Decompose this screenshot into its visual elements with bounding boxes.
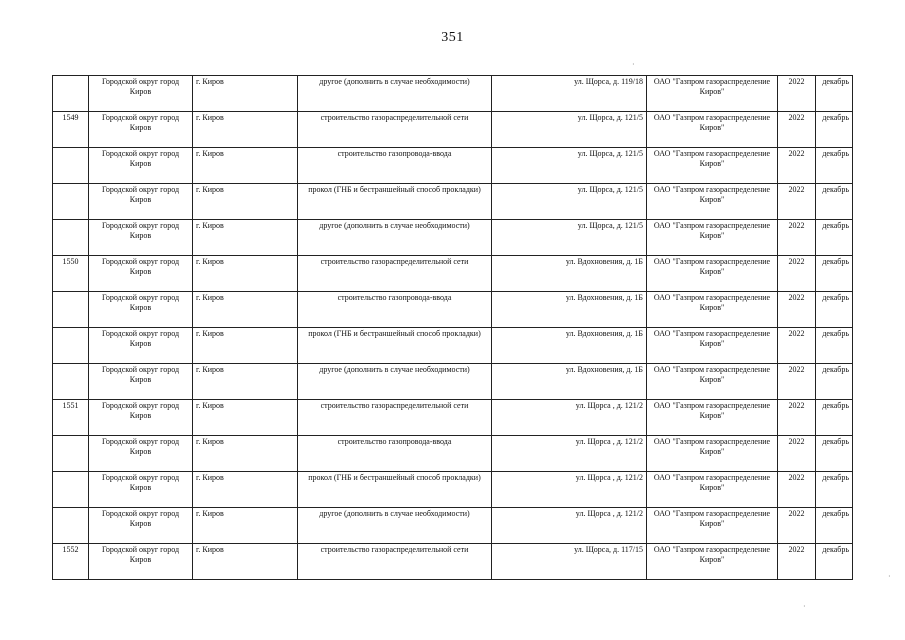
year-cell: 2022 xyxy=(778,436,816,472)
organization-cell: ОАО "Газпром газораспределение Киров" xyxy=(647,112,778,148)
row-number: 1549 xyxy=(53,112,89,148)
row-number xyxy=(53,76,89,112)
year-cell: 2022 xyxy=(778,508,816,544)
row-number xyxy=(53,292,89,328)
district-cell: Городской округ город Киров xyxy=(89,472,193,508)
address-cell: ул. Щорса , д. 121/2 xyxy=(492,472,647,508)
month-cell: декабрь xyxy=(816,184,853,220)
address-cell: ул. Щорса, д. 121/5 xyxy=(492,184,647,220)
locality-cell: г. Киров xyxy=(193,472,298,508)
address-cell: ул. Щорса , д. 121/2 xyxy=(492,400,647,436)
locality-cell: г. Киров xyxy=(193,436,298,472)
month-cell: декабрь xyxy=(816,76,853,112)
table-row xyxy=(53,292,853,328)
month-cell: декабрь xyxy=(816,400,853,436)
address-cell: ул. Щорса , д. 121/2 xyxy=(492,436,647,472)
month-cell: декабрь xyxy=(816,292,853,328)
row-number xyxy=(53,508,89,544)
district-cell: Городской округ город Киров xyxy=(89,184,193,220)
address-cell: ул. Щорса , д. 121/2 xyxy=(492,508,647,544)
work-type-cell: строительство газопровода-ввода xyxy=(298,292,492,328)
district-cell: Городской округ город Киров xyxy=(89,436,193,472)
organization-cell: ОАО "Газпром газораспределение Киров" xyxy=(647,292,778,328)
work-type-cell: строительство газопровода-ввода xyxy=(298,148,492,184)
row-number xyxy=(53,328,89,364)
organization-cell: ОАО "Газпром газораспределение Киров" xyxy=(647,220,778,256)
month-cell: декабрь xyxy=(816,328,853,364)
organization-cell: ОАО "Газпром газораспределение Киров" xyxy=(647,508,778,544)
year-cell: 2022 xyxy=(778,544,816,580)
table-row xyxy=(53,364,853,400)
locality-cell: г. Киров xyxy=(193,184,298,220)
month-cell: декабрь xyxy=(816,256,853,292)
work-type-cell: другое (дополнить в случае необходимости) xyxy=(298,364,492,400)
work-type-cell: строительство газораспределительной сети xyxy=(298,400,492,436)
month-cell: декабрь xyxy=(816,148,853,184)
year-cell: 2022 xyxy=(778,76,816,112)
year-cell: 2022 xyxy=(778,400,816,436)
table-row xyxy=(53,436,853,472)
address-cell: ул. Щорса, д. 121/5 xyxy=(492,148,647,184)
locality-cell: г. Киров xyxy=(193,292,298,328)
row-number: 1550 xyxy=(53,256,89,292)
year-cell: 2022 xyxy=(778,256,816,292)
year-cell: 2022 xyxy=(778,112,816,148)
row-number: 1551 xyxy=(53,400,89,436)
month-cell: декабрь xyxy=(816,220,853,256)
organization-cell: ОАО "Газпром газораспределение Киров" xyxy=(647,328,778,364)
table-row xyxy=(53,544,853,580)
locality-cell: г. Киров xyxy=(193,508,298,544)
locality-cell: г. Киров xyxy=(193,364,298,400)
organization-cell: ОАО "Газпром газораспределение Киров" xyxy=(647,148,778,184)
district-cell: Городской округ город Киров xyxy=(89,328,193,364)
scan-speck: · xyxy=(632,60,635,69)
table-row xyxy=(53,148,853,184)
organization-cell: ОАО "Газпром газораспределение Киров" xyxy=(647,256,778,292)
organization-cell: ОАО "Газпром газораспределение Киров" xyxy=(647,76,778,112)
year-cell: 2022 xyxy=(778,184,816,220)
month-cell: декабрь xyxy=(816,436,853,472)
organization-cell: ОАО "Газпром газораспределение Киров" xyxy=(647,400,778,436)
year-cell: 2022 xyxy=(778,364,816,400)
district-cell: Городской округ город Киров xyxy=(89,400,193,436)
table-row xyxy=(53,400,853,436)
locality-cell: г. Киров xyxy=(193,400,298,436)
table-row xyxy=(53,472,853,508)
work-type-cell: строительство газораспределительной сети xyxy=(298,256,492,292)
address-cell: ул. Вдохновения, д. 1Б xyxy=(492,364,647,400)
table-row xyxy=(53,328,853,364)
locality-cell: г. Киров xyxy=(193,112,298,148)
address-cell: ул. Вдохновения, д. 1Б xyxy=(492,256,647,292)
page-number: 351 xyxy=(441,30,464,45)
work-type-cell: строительство газораспределительной сети xyxy=(298,544,492,580)
address-cell: ул. Щорса, д. 117/15 xyxy=(492,544,647,580)
address-cell: ул. Вдохновения, д. 1Б xyxy=(492,328,647,364)
table-row xyxy=(53,508,853,544)
organization-cell: ОАО "Газпром газораспределение Киров" xyxy=(647,436,778,472)
locality-cell: г. Киров xyxy=(193,220,298,256)
work-type-cell: строительство газораспределительной сети xyxy=(298,112,492,148)
row-number: 1552 xyxy=(53,544,89,580)
district-cell: Городской округ город Киров xyxy=(89,544,193,580)
locality-cell: г. Киров xyxy=(193,256,298,292)
district-cell: Городской округ город Киров xyxy=(89,220,193,256)
month-cell: декабрь xyxy=(816,112,853,148)
address-cell: ул. Щорса, д. 121/5 xyxy=(492,112,647,148)
works-table xyxy=(52,75,853,580)
table-row xyxy=(53,76,853,112)
district-cell: Городской округ город Киров xyxy=(89,508,193,544)
work-type-cell: прокол (ГНБ и бестраншейный способ прокладки) xyxy=(298,328,492,364)
address-cell: ул. Вдохновения, д. 1Б xyxy=(492,292,647,328)
table-row xyxy=(53,220,853,256)
table-row xyxy=(53,184,853,220)
address-cell: ул. Щорса, д. 121/5 xyxy=(492,220,647,256)
work-type-cell: прокол (ГНБ и бестраншейный способ прокладки) xyxy=(298,184,492,220)
locality-cell: г. Киров xyxy=(193,328,298,364)
month-cell: декабрь xyxy=(816,472,853,508)
month-cell: декабрь xyxy=(816,508,853,544)
district-cell: Городской округ город Киров xyxy=(89,256,193,292)
organization-cell: ОАО "Газпром газораспределение Киров" xyxy=(647,364,778,400)
address-cell: ул. Щорса, д. 119/18 xyxy=(492,76,647,112)
work-type-cell: другое (дополнить в случае необходимости) xyxy=(298,76,492,112)
table-row xyxy=(53,256,853,292)
organization-cell: ОАО "Газпром газораспределение Киров" xyxy=(647,472,778,508)
scan-speck: · xyxy=(803,602,806,611)
row-number xyxy=(53,148,89,184)
year-cell: 2022 xyxy=(778,148,816,184)
organization-cell: ОАО "Газпром газораспределение Киров" xyxy=(647,544,778,580)
locality-cell: г. Киров xyxy=(193,148,298,184)
year-cell: 2022 xyxy=(778,292,816,328)
year-cell: 2022 xyxy=(778,472,816,508)
locality-cell: г. Киров xyxy=(193,76,298,112)
district-cell: Городской округ город Киров xyxy=(89,292,193,328)
month-cell: декабрь xyxy=(816,364,853,400)
row-number xyxy=(53,436,89,472)
work-type-cell: строительство газопровода-ввода xyxy=(298,436,492,472)
work-type-cell: другое (дополнить в случае необходимости) xyxy=(298,220,492,256)
table-row xyxy=(53,112,853,148)
row-number xyxy=(53,220,89,256)
row-number xyxy=(53,472,89,508)
scan-speck: · xyxy=(888,572,891,581)
month-cell: декабрь xyxy=(816,544,853,580)
row-number xyxy=(53,184,89,220)
year-cell: 2022 xyxy=(778,220,816,256)
organization-cell: ОАО "Газпром газораспределение Киров" xyxy=(647,184,778,220)
row-number xyxy=(53,364,89,400)
locality-cell: г. Киров xyxy=(193,544,298,580)
district-cell: Городской округ город Киров xyxy=(89,364,193,400)
work-type-cell: другое (дополнить в случае необходимости) xyxy=(298,508,492,544)
district-cell: Городской округ город Киров xyxy=(89,112,193,148)
district-cell: Городской округ город Киров xyxy=(89,148,193,184)
work-type-cell: прокол (ГНБ и бестраншейный способ прокладки) xyxy=(298,472,492,508)
district-cell: Городской округ город Киров xyxy=(89,76,193,112)
year-cell: 2022 xyxy=(778,328,816,364)
